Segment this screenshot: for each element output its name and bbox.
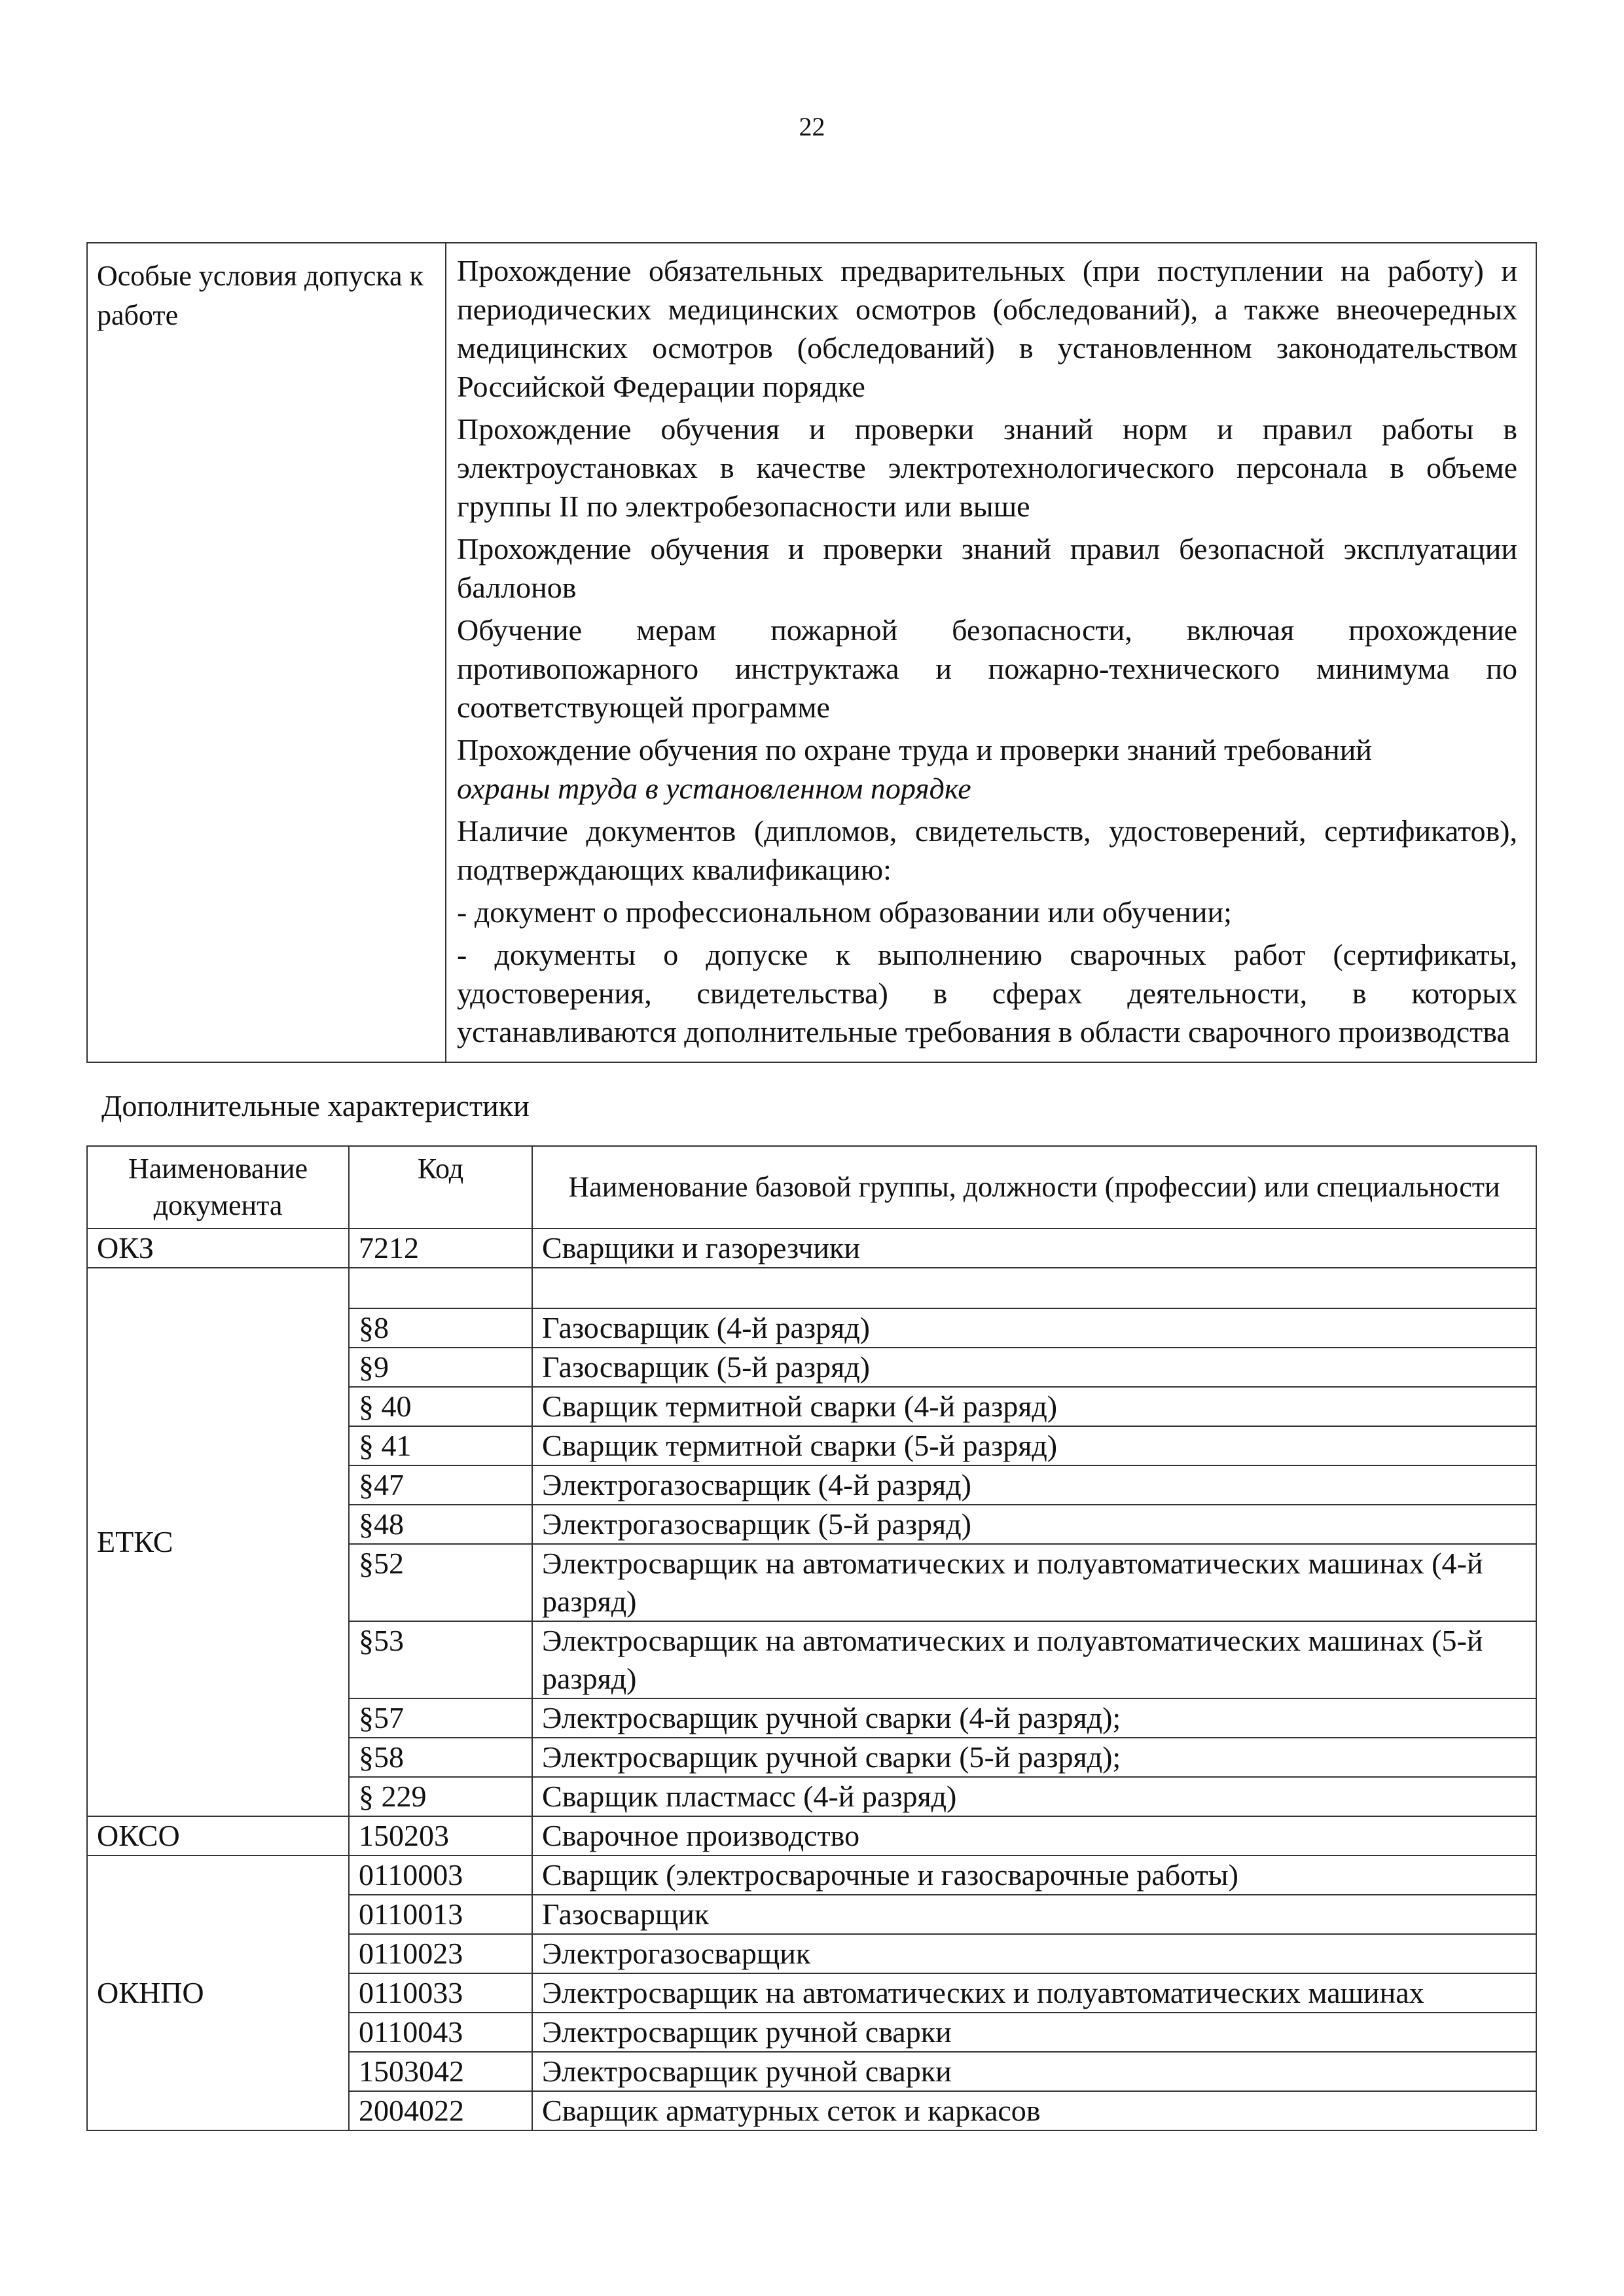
doc-cell-oknpo: ОКНПО bbox=[87, 1856, 349, 2130]
doc-cell-okso: ОКСО bbox=[87, 1816, 349, 1856]
name-cell: Электросварщик на автоматических и полуавтоматических машинах (5-й разряд) bbox=[532, 1621, 1536, 1698]
name-cell: Сварщики и газорезчики bbox=[532, 1229, 1536, 1268]
table-row-empty bbox=[87, 1268, 1536, 1308]
name-cell: Сварщик (электросварочные и газосварочные работы) bbox=[532, 1856, 1536, 1895]
header-doc: Наименование документа bbox=[87, 1146, 349, 1229]
name-cell: Газосварщик bbox=[532, 1895, 1536, 1934]
condition-item: - документы о допуске к выполнению сварочных работ (сертификаты, удостоверения, свидетельства) в сферах деятельности, в которых устанавливаются дополнительные требования в области сварочного производства bbox=[457, 938, 1517, 1049]
code-cell: §8 bbox=[349, 1308, 532, 1348]
table-header-row bbox=[87, 1146, 1536, 1229]
condition-item: Обучение мерам пожарной безопасности, включая прохождение противопожарного инструктажа и пожарно-технического минимума по соответствующей программе bbox=[457, 613, 1517, 724]
name-cell: Электросварщик на автоматических и полуавтоматических машинах (4-й разряд) bbox=[532, 1544, 1536, 1621]
condition-item: Прохождение обучения и проверки знаний правил безопасной эксплуатации баллонов bbox=[457, 532, 1517, 604]
doc-cell-okz: ОКЗ bbox=[87, 1229, 349, 1268]
name-cell: Электросварщик ручной сварки (4-й разряд); bbox=[532, 1698, 1536, 1738]
code-cell: § 229 bbox=[349, 1777, 532, 1816]
code-cell: 0110023 bbox=[349, 1934, 532, 1973]
code-cell: 0110043 bbox=[349, 2013, 532, 2052]
condition-item: Прохождение обучения и проверки знаний норм и правил работы в электроустановках в качестве электротехнологического персонала в объеме группы II по электробезопасности или выше bbox=[457, 412, 1517, 523]
section-title: Дополнительные характеристики bbox=[101, 1089, 530, 1122]
name-cell: Электрогазосварщик (5-й разряд) bbox=[532, 1505, 1536, 1544]
code-cell-empty bbox=[349, 1268, 532, 1308]
code-cell: §58 bbox=[349, 1738, 532, 1777]
code-cell: 150203 bbox=[349, 1816, 532, 1856]
condition-item: Прохождение обучения по охране труда и проверки знаний требований bbox=[457, 733, 1372, 766]
doc-cell-etks: ЕТКС bbox=[87, 1268, 349, 1816]
table-row bbox=[87, 1856, 1536, 1895]
condition-item: - документ о профессиональном образовании или обучении; bbox=[457, 895, 1232, 929]
header-code: Код bbox=[349, 1146, 532, 1229]
name-cell: Сварочное производство bbox=[532, 1816, 1536, 1856]
name-cell: Электрогазосварщик bbox=[532, 1934, 1536, 1973]
code-cell: §53 bbox=[349, 1621, 532, 1698]
code-cell: §48 bbox=[349, 1505, 532, 1544]
admission-conditions-label: Особые условия допуска к работе bbox=[87, 243, 446, 1062]
condition-item: Наличие документов (дипломов, свидетельств, удостоверений, сертификатов), подтверждающих квалификацию: bbox=[457, 814, 1517, 886]
condition-item: Прохождение обязательных предварительных (при поступлении на работу) и периодических медицинских осмотров (обследований), а также внеочередных медицинских осмотров (обследований) в установленном законодательством Российской Федерации порядке bbox=[457, 254, 1517, 403]
code-cell: 0110003 bbox=[349, 1856, 532, 1895]
name-cell-empty bbox=[532, 1268, 1536, 1308]
code-cell: 0110033 bbox=[349, 1973, 532, 2013]
name-cell: Газосварщик (4-й разряд) bbox=[532, 1308, 1536, 1348]
code-cell: 2004022 bbox=[349, 2091, 532, 2130]
code-cell: § 40 bbox=[349, 1387, 532, 1426]
code-cell: 7212 bbox=[349, 1229, 532, 1268]
code-cell: 1503042 bbox=[349, 2052, 532, 2091]
name-cell: Сварщик арматурных сеток и каркасов bbox=[532, 2091, 1536, 2130]
name-cell: Сварщик термитной сварки (5-й разряд) bbox=[532, 1426, 1536, 1465]
admission-conditions-content bbox=[446, 243, 1536, 1062]
name-cell: Электросварщик ручной сварки (5-й разряд); bbox=[532, 1738, 1536, 1777]
name-cell: Газосварщик (5-й разряд) bbox=[532, 1348, 1536, 1387]
name-cell: Электросварщик ручной сварки bbox=[532, 2052, 1536, 2091]
additional-characteristics-table bbox=[86, 1145, 1537, 2131]
table-row bbox=[87, 1229, 1536, 1268]
name-cell: Сварщик термитной сварки (4-й разряд) bbox=[532, 1387, 1536, 1426]
table-row bbox=[87, 1816, 1536, 1856]
code-cell: §52 bbox=[349, 1544, 532, 1621]
name-cell: Электрогазосварщик (4-й разряд) bbox=[532, 1465, 1536, 1505]
admission-conditions-table bbox=[86, 242, 1537, 1063]
code-cell: §57 bbox=[349, 1698, 532, 1738]
code-cell: §9 bbox=[349, 1348, 532, 1387]
page-number: 22 bbox=[799, 112, 825, 141]
name-cell: Сварщик пластмасс (4-й разряд) bbox=[532, 1777, 1536, 1816]
header-name: Наименование базовой группы, должности (профессии) или специальности bbox=[532, 1146, 1536, 1229]
code-cell: 0110013 bbox=[349, 1895, 532, 1934]
code-cell: §47 bbox=[349, 1465, 532, 1505]
code-cell: § 41 bbox=[349, 1426, 532, 1465]
admission-conditions-row bbox=[87, 243, 1536, 1062]
condition-item: охраны труда в установленном порядке bbox=[457, 772, 971, 805]
name-cell: Электросварщик на автоматических и полуавтоматических машинах bbox=[532, 1973, 1536, 2013]
name-cell: Электросварщик ручной сварки bbox=[532, 2013, 1536, 2052]
